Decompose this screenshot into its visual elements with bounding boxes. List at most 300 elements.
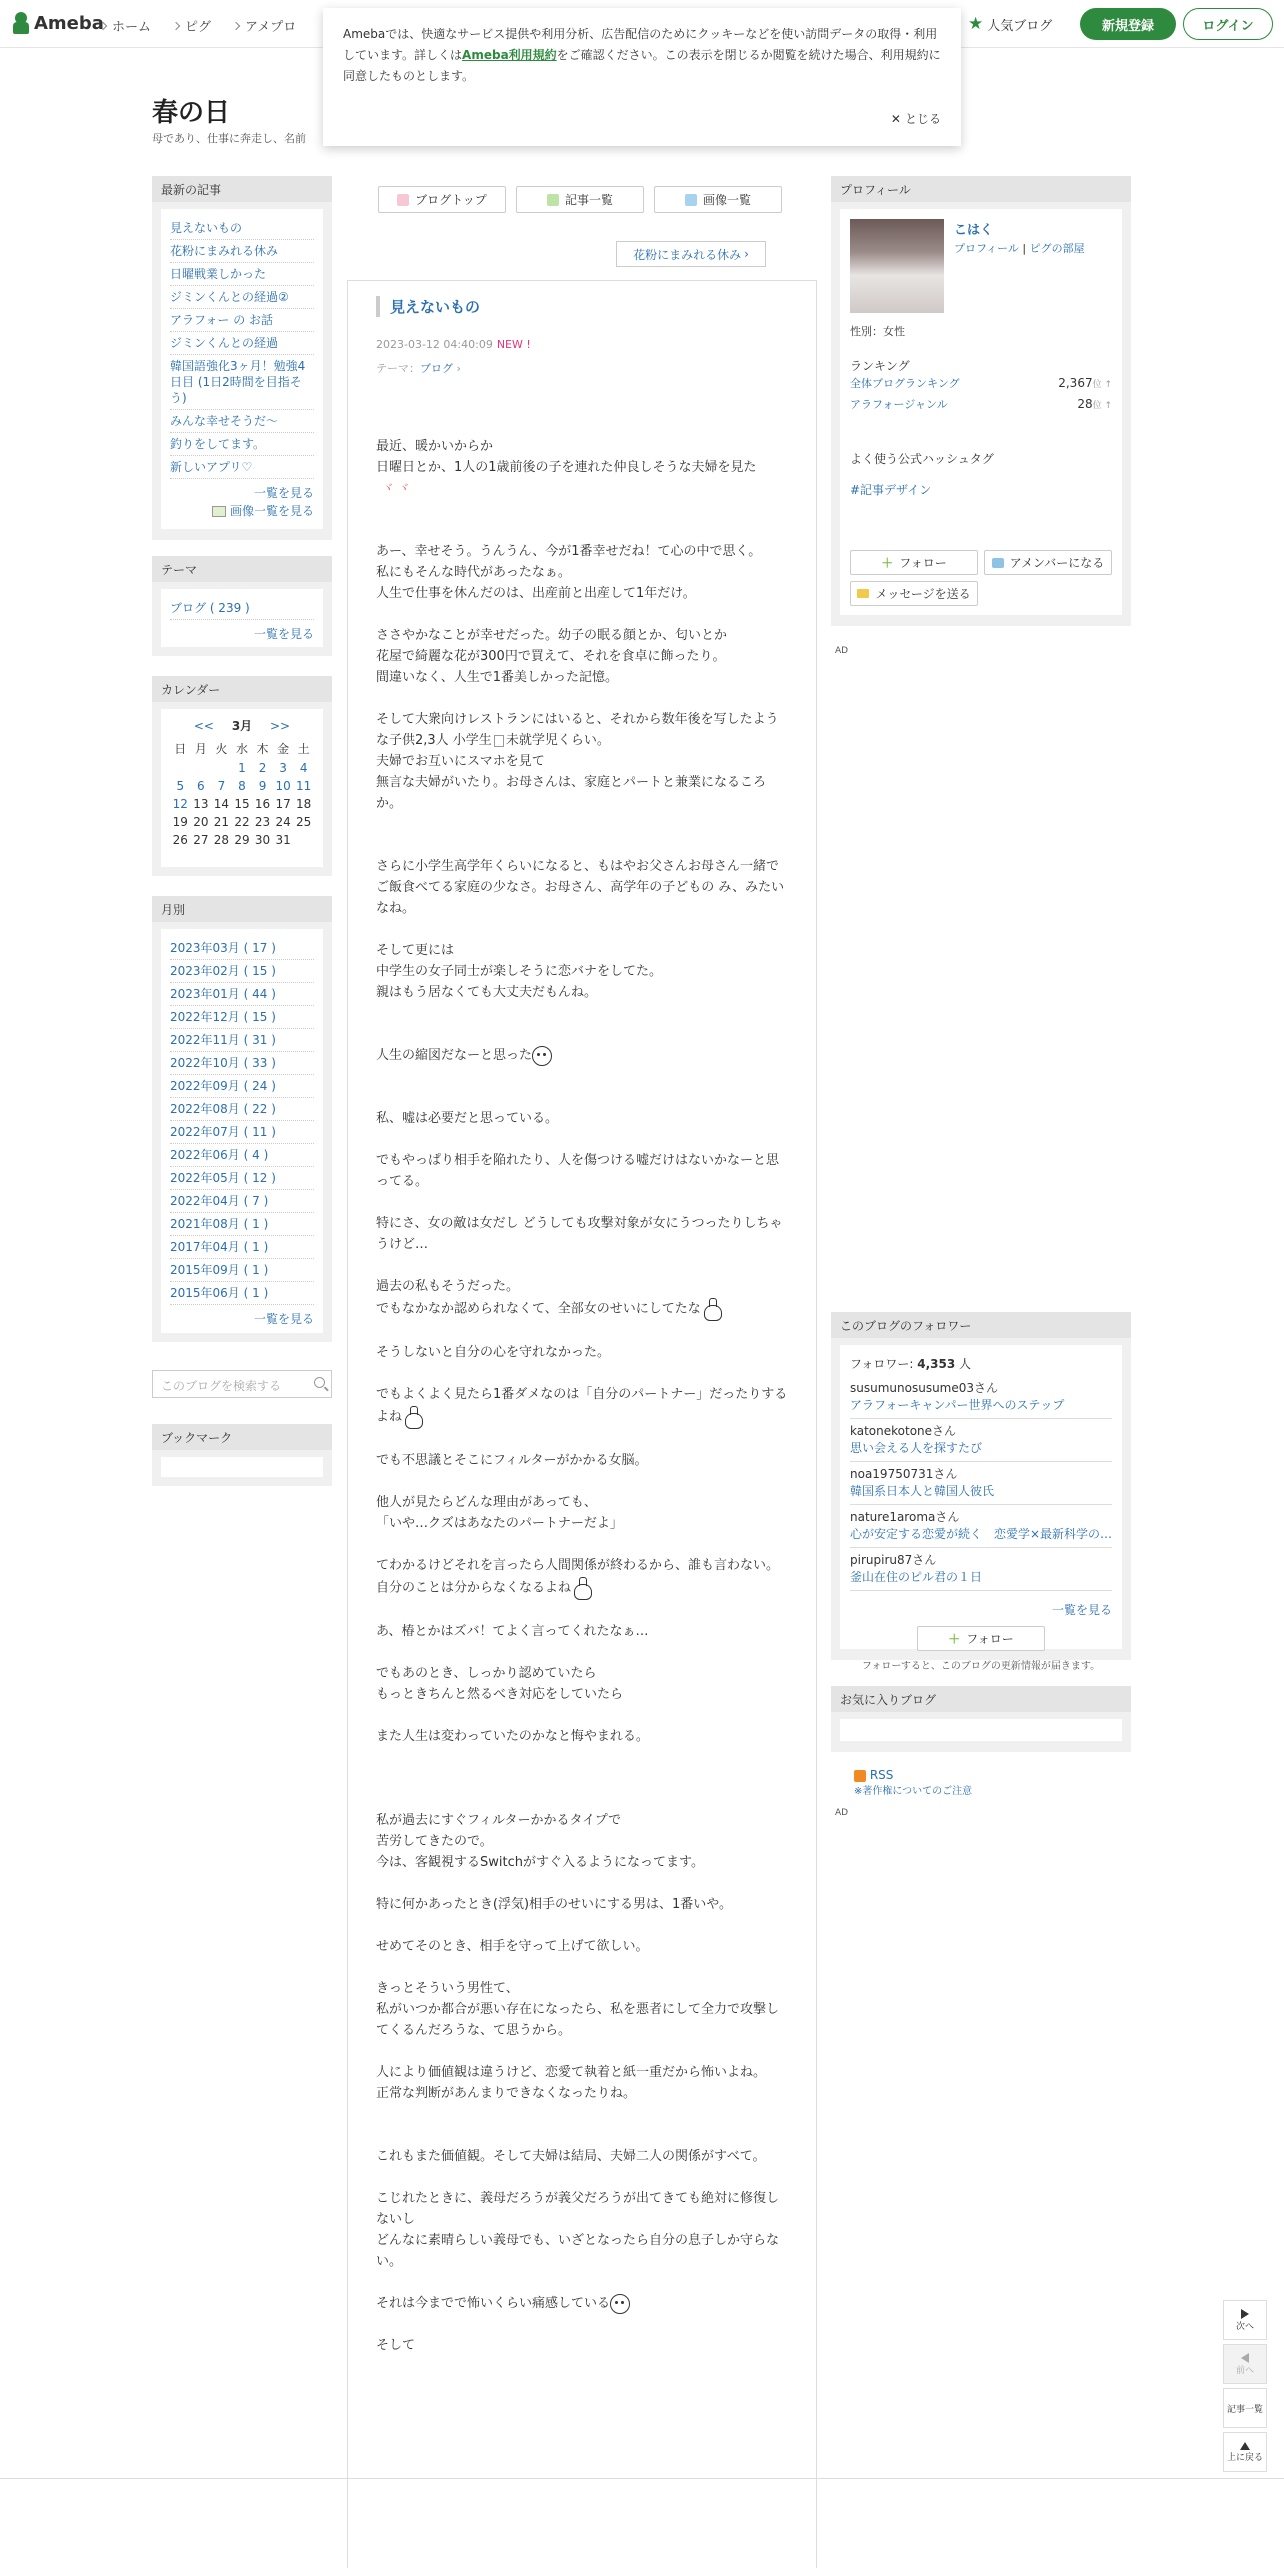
favorites-box <box>831 1686 1131 1752</box>
article-line: 日曜日とか、1人の1歳前後の子を連れた仲良しそうな夫婦を見た <box>376 460 757 475</box>
follower-blog-link[interactable]: 心が安定する恋愛が続く 恋愛学×最新科学の… <box>850 1527 1112 1541</box>
calendar-day: 21 <box>213 815 230 829</box>
article-line: 今は、客観視するSwitchがすぐ入るようになってます。 <box>376 1855 704 1870</box>
article-line: あー、幸せそう。うんうん、今が1番幸せだね！て心の中で思く。 <box>376 544 762 559</box>
article-paragraph <box>376 1342 788 1363</box>
emoji-face-icon <box>532 1046 552 1066</box>
avatar[interactable] <box>850 219 944 313</box>
plus-icon: ＋ <box>881 556 894 570</box>
calendar-box <box>152 676 332 876</box>
article-line: 人生の縮図だなーと思った <box>376 1048 533 1063</box>
rank-unit: 位 ↑ <box>1092 401 1112 411</box>
article-line: 人により価値観は違うけど、恋愛て執着と紙一重だから怖いよね。 <box>376 2065 767 2080</box>
calendar-day: 26 <box>172 833 188 847</box>
archive-month-link[interactable]: 2022年06月 ( 4 ) <box>170 1144 314 1167</box>
article-line: こじれたときに、義母だろうが義父だろうが出てきても絶対に修復しないし <box>376 2191 780 2227</box>
rank-value: 2,367 <box>1058 376 1093 390</box>
theme-link[interactable]: ブログ <box>420 362 453 375</box>
archive-month-link[interactable]: 2015年06月 ( 1 ) <box>170 1282 314 1305</box>
emoji-face-icon <box>610 2294 630 2314</box>
calendar-day: 17 <box>275 797 291 811</box>
calendar-day: 14 <box>213 797 230 811</box>
archive-box <box>152 896 332 1342</box>
calendar-day: 29 <box>234 833 250 847</box>
article-paragraph <box>376 2335 788 2356</box>
follower-blog-link[interactable]: 釜山在住のピル君の１日 <box>850 1570 983 1584</box>
article-paragraph <box>376 625 788 688</box>
box-heading: ブックマーク <box>152 1424 332 1450</box>
follow-label: フォロー <box>899 556 947 570</box>
article-line: 夫婦でお互いにスマホを見て <box>376 754 545 769</box>
gender: 性別：女性 <box>850 325 905 338</box>
message-label: メッセージを送る <box>875 587 971 601</box>
hashtag-link[interactable]: #記事デザイン <box>850 483 932 497</box>
article-line: 私にもそんな時代があったなぁ。 <box>376 565 571 580</box>
article-line: ささやかなことが幸せだった。幼子の眠る顔とか、匂いとか <box>376 628 728 643</box>
calendar-day <box>170 759 191 777</box>
follow-label: フォロー <box>966 1632 1014 1646</box>
prev-post-link[interactable] <box>616 241 766 267</box>
follower-count-value: 4,353 <box>917 1357 956 1371</box>
follower-item <box>850 1505 1112 1548</box>
chevron-right-icon <box>99 21 107 29</box>
article-line: 過去の私もそうだった。 <box>376 1279 520 1294</box>
cookie-text-tail: をご確認ください。この表示を閉じるか閲覧を続けた場合、利用規約に同意したものとします。 <box>343 48 941 83</box>
article-date: 2023-03-12 04:40:09 <box>376 338 493 351</box>
amember-label: アメンバーになる <box>1009 556 1105 570</box>
calendar-day[interactable]: 4 <box>299 761 308 775</box>
cookie-close-button[interactable] <box>891 109 941 130</box>
calendar-day[interactable]: 12 <box>172 797 188 811</box>
follow-button[interactable] <box>850 550 978 575</box>
ameba-logo[interactable] <box>12 12 104 34</box>
article-paragraph <box>376 1384 788 1429</box>
emoji-hand-icon <box>701 1297 723 1321</box>
signup-button[interactable]: 新規登録 <box>1080 8 1176 40</box>
article-line: せめてそのとき、相手を守って上げて欲しい。 <box>376 1939 649 1954</box>
article-line: 自分のことは分からなくなるよね <box>376 1580 572 1596</box>
recent-post-link[interactable]: アラフォー の お話 <box>170 309 314 332</box>
rank-genre-link[interactable]: アラフォージャンル <box>850 398 948 411</box>
calendar-day[interactable]: 10 <box>275 779 291 793</box>
box-heading: お気に入りブログ <box>831 1686 1131 1712</box>
follower-item <box>850 1548 1112 1591</box>
article-paragraph <box>376 1276 788 1321</box>
archive-month-link[interactable]: 2022年12月 ( 15 ) <box>170 1006 314 1029</box>
follower-count <box>850 1355 1112 1372</box>
article-paragraph <box>376 1621 788 1642</box>
page-bottom-divider <box>0 2478 1284 2479</box>
archive-month-link[interactable]: 2022年09月 ( 24 ) <box>170 1075 314 1098</box>
weekday-header: 日 <box>174 742 187 756</box>
tab-image-list[interactable] <box>654 186 782 213</box>
prev-icon <box>1241 2353 1249 2363</box>
article-line: 「いや…クズはあなたのパートナーだよ」 <box>376 1516 623 1531</box>
article-paragraph <box>376 856 788 919</box>
article-line: 間違いなく、人生で1番美しかった記憶。 <box>376 670 619 685</box>
article-paragraph <box>376 2293 788 2314</box>
article-paragraph <box>376 1726 788 1747</box>
chevron-right-icon <box>172 21 180 29</box>
archive-list <box>161 929 323 1333</box>
archive-month-link[interactable]: 2023年02月 ( 15 ) <box>170 960 314 983</box>
prev-button[interactable] <box>1223 2344 1267 2384</box>
archive-month-link[interactable]: 2022年05月 ( 12 ) <box>170 1167 314 1190</box>
article-line: 苦労してきたので。 <box>376 1834 493 1849</box>
weekday-header: 火 <box>215 742 228 756</box>
recent-post-link[interactable]: 韓国語強化3ヶ月！勉強4日目 (1日2時間を目指そう) <box>170 355 314 410</box>
rank-value: 28 <box>1077 397 1093 411</box>
nav-label: ホーム <box>112 20 152 35</box>
popular-blogs-link[interactable] <box>968 15 1052 34</box>
article-line: そして更には <box>376 943 455 958</box>
article-line: きっとそういう男性て、 <box>376 1981 519 1996</box>
calendar-day: 13 <box>193 797 209 811</box>
article-line: 特に何かあったとき(浮気)相手のせいにする男は、1番いや。 <box>376 1897 733 1912</box>
follower-user: katonekotoneさん <box>850 1424 957 1438</box>
article-line: そして <box>376 2338 416 2353</box>
calendar-day: 18 <box>296 797 312 811</box>
calendar-day[interactable]: 5 <box>176 779 185 793</box>
calendar-day[interactable]: 7 <box>217 779 226 793</box>
recent-posts-box <box>152 176 332 540</box>
emoji-hand-icon <box>402 1405 424 1429</box>
weekday-header: 月 <box>194 742 207 756</box>
article-line: 私がいつか都合が悪い存在になったら、私を悪者にして全力で攻撃してくるんだろうな、て思うから。 <box>376 2002 780 2038</box>
calendar-day: 19 <box>172 815 188 829</box>
article-paragraph <box>376 436 788 499</box>
amember-icon <box>992 558 1004 568</box>
follower-blog-link[interactable]: 韓国系日本人と韓国人彼氏 <box>850 1484 995 1498</box>
prev-post-label: 花粉にまみれる休み <box>633 247 742 262</box>
article-line: もっときちんと然るべき対応をしていたら <box>376 1687 624 1702</box>
calendar <box>161 709 323 867</box>
theme-box <box>152 556 332 656</box>
archive-month-link[interactable]: 2022年10月 ( 33 ) <box>170 1052 314 1075</box>
recent-posts-list <box>161 209 323 529</box>
recent-post-link[interactable]: 釣りをしてます。 <box>170 433 314 456</box>
calendar-day <box>293 831 314 849</box>
article-line: でもよくよく見たら1番ダメなのは「自分のパートナー」だったりするよね <box>376 1387 788 1425</box>
calendar-day[interactable]: 6 <box>197 779 205 793</box>
next-label: 次へ <box>1235 2321 1254 2332</box>
article-line: それは今までで怖いくらい痛感している <box>376 2296 611 2311</box>
recent-post-link[interactable]: ジミンくんとの経過 <box>170 332 314 355</box>
calendar-day <box>211 759 232 777</box>
calendar-day: 30 <box>254 833 271 847</box>
calendar-next[interactable]: >> <box>270 719 291 733</box>
archive-month-link[interactable]: 2022年07月 ( 11 ) <box>170 1121 314 1144</box>
follower-user: noa19750731さん <box>850 1467 958 1481</box>
close-icon: ✕ <box>890 112 901 126</box>
images-list-link[interactable]: 画像一覧を見る <box>229 504 314 518</box>
article-line: 中学生の女子同士が楽しそうに恋バナをしてた。 <box>376 964 663 979</box>
article-line: 私が過去にすぐフィルターかかるタイプで <box>376 1813 622 1828</box>
prev-label: 前へ <box>1235 2365 1254 2376</box>
emoji-hand-icon <box>571 1576 593 1600</box>
box-heading: 月別 <box>152 896 332 922</box>
rss-block <box>854 1768 972 1797</box>
follower-count-unit: 人 <box>955 1357 972 1371</box>
article-line: さらに小学生高学年くらいになると、もはやお父さんお母さん一緒でご飯食べてる家庭の少なさ。お母さん、高学年の子どもの み、みたいなね。 <box>376 859 785 916</box>
follower-item <box>850 1376 1112 1419</box>
blog-title[interactable]: 春の日 <box>152 98 231 128</box>
article-line: これもまた価値観。そして夫婦は結局、夫婦二人の関係がすべて。 <box>376 2149 766 2164</box>
weekday-header: 土 <box>297 742 310 756</box>
tab-article-list[interactable] <box>516 186 644 213</box>
article-line: そして大衆向けレストランにはいると、それから数年後を写したような子供2,3人 小学生 <box>376 712 779 748</box>
box-heading: このブログのフォロワー <box>831 1312 1131 1338</box>
login-button[interactable]: ログイン <box>1183 8 1273 40</box>
archive-month-link[interactable]: 2022年04月 ( 7 ) <box>170 1190 314 1213</box>
rank-unit: 位 ↑ <box>1092 380 1112 390</box>
article-list-label: 記事一覧 <box>1226 2404 1263 2415</box>
article-paragraph <box>376 1555 788 1600</box>
search-placeholder: このブログを検索する <box>161 1379 282 1393</box>
rank-overall-link[interactable]: 全体ブログランキング <box>850 377 960 390</box>
pigg-room-link[interactable]: ピグの部屋 <box>1029 242 1085 255</box>
up-icon <box>1240 2442 1250 2450</box>
article-paragraph <box>376 1213 788 1255</box>
article-line: でもやっぱり相手を陥れたり、人を傷つける嘘だけはないかなーと思ってる。 <box>376 1153 780 1189</box>
global-nav <box>100 16 296 35</box>
popular-label: 人気ブログ <box>987 19 1053 34</box>
article-line: 親はもう居なくても大丈夫だもんね。 <box>376 985 598 1000</box>
chevron-right-icon: › <box>744 247 749 261</box>
message-button[interactable] <box>850 581 978 606</box>
logo-text: Ameba <box>34 12 104 34</box>
article-list-button[interactable] <box>1223 2388 1267 2428</box>
calendar-day[interactable]: 1 <box>238 761 246 775</box>
article-paragraph <box>376 940 788 1003</box>
hashtag-label: よく使う公式ハッシュタグ <box>850 452 994 466</box>
theme-more-link[interactable]: 一覧を見る <box>253 627 314 641</box>
rss-icon <box>854 1770 866 1782</box>
ranking-label: ランキング <box>850 359 910 373</box>
tab-blog-top[interactable] <box>378 186 506 213</box>
close-label: とじる <box>904 112 941 126</box>
image-alt-text: 未就学児くらい。 <box>505 733 610 748</box>
article-line: でも不思議とそこにフィルターがかかる女脳。 <box>376 1453 648 1468</box>
article-line: でもなかなか認められなくて、全部女のせいにしてたな <box>376 1301 701 1317</box>
calendar-day: 24 <box>275 815 291 829</box>
calendar-day: 25 <box>296 815 312 829</box>
tab-label: 画像一覧 <box>702 193 751 207</box>
recent-post-link[interactable]: ジミンくんとの経過② <box>170 286 314 309</box>
nav-home[interactable] <box>100 16 151 35</box>
calendar-day: 31 <box>275 833 291 847</box>
bookmark-box <box>152 1424 332 1486</box>
recent-post-link[interactable]: 新しいアプリ♡ <box>170 456 314 479</box>
ad-label: AD <box>835 646 849 656</box>
tab-label: 記事一覧 <box>564 193 613 207</box>
amember-button[interactable] <box>984 550 1112 575</box>
follower-count-label: フォロワー: <box>850 1357 918 1371</box>
follow-button-bottom[interactable] <box>917 1626 1045 1651</box>
calendar-day: 15 <box>234 797 250 811</box>
follower-user: pirupiru87さん <box>850 1553 937 1567</box>
back-to-top-button[interactable] <box>1223 2432 1267 2472</box>
follower-user: nature1aromaさん <box>850 1510 960 1524</box>
article-paragraph <box>376 1045 788 1066</box>
article-title[interactable]: 見えないもの <box>376 296 480 317</box>
star-icon: ★ <box>968 14 984 34</box>
archive-more-link[interactable]: 一覧を見る <box>253 1312 314 1326</box>
recent-post-link[interactable]: 日曜戦業しかった <box>170 263 314 286</box>
calendar-day[interactable]: 3 <box>279 761 287 775</box>
floating-pager <box>1223 2300 1267 2476</box>
article-paragraph <box>376 2062 788 2104</box>
article-line: 他人が見たらどんな理由があっても、 <box>376 1495 597 1510</box>
nav-label: アメプロ <box>245 20 297 35</box>
article-line: 最近、暖かいからか <box>376 439 494 454</box>
image-icon <box>212 506 226 517</box>
box-heading: テーマ <box>152 556 332 582</box>
plus-icon: ＋ <box>948 1632 961 1646</box>
calendar-day: 23 <box>254 815 271 829</box>
weekday-header: 金 <box>277 742 290 756</box>
follower-item <box>850 1419 1112 1462</box>
followers-more-link[interactable]: 一覧を見る <box>1051 1603 1112 1617</box>
article-paragraph <box>376 1894 788 1915</box>
archive-month-link[interactable]: 2015年09月 ( 1 ) <box>170 1259 314 1282</box>
theme-list <box>161 589 323 647</box>
calendar-day[interactable]: 8 <box>238 779 246 793</box>
article-paragraph <box>376 2188 788 2272</box>
calendar-day: 20 <box>193 815 209 829</box>
calendar-day: 28 <box>213 833 230 847</box>
recent-post-link[interactable]: 見えないもの <box>170 217 314 240</box>
profile-box <box>831 176 1131 626</box>
follower-list <box>850 1376 1112 1591</box>
article-line: どんなに素晴らしい義母でも、いざとなったら自分の息子しか守らない。 <box>376 2233 780 2269</box>
archive-month-link[interactable]: 2017年04月 ( 1 ) <box>170 1236 314 1259</box>
calendar-day[interactable]: 9 <box>258 779 267 793</box>
nav-amepro[interactable] <box>233 16 296 35</box>
calendar-day: 22 <box>234 815 250 829</box>
article-line: 正常な判断があんまりできなくなったりね。 <box>376 2086 637 2101</box>
article-line: あ、椿とかはズバ！てよく言ってくれたなぁ… <box>376 1624 649 1639</box>
weekday-header: 水 <box>235 742 248 756</box>
article-line: また人生は変わっていたのかなと悔やまれる。 <box>376 1729 649 1744</box>
profile-content: こはく プロフィール | ピグの部屋 性別：女性 ランキング 全体ブログランキング 2,367位 ↑ アラフォージャンル 28位 ↑ よく使う公式ハッシュタグ #記事デザイン ＋ フォロー アメンバーになる メッセージを送る <box>840 209 1122 615</box>
article-paragraph <box>376 1450 788 1471</box>
next-icon <box>1241 2309 1249 2319</box>
calendar-grid <box>170 738 314 849</box>
cookie-text: Amebaでは、快適なサービス提供や利用分析、広告配信のためにクッキーなどを使い訪問データの取得・利用しています。詳しくは <box>343 27 938 62</box>
article-paragraph <box>376 1492 788 1534</box>
broken-image-icon <box>494 735 504 747</box>
archive-month-link[interactable]: 2023年01月 ( 44 ) <box>170 983 314 1006</box>
back-to-top-label: 上に戻る <box>1226 2452 1263 2463</box>
calendar-day[interactable]: 2 <box>258 761 267 775</box>
archive-month-link[interactable]: 2022年08月 ( 22 ) <box>170 1098 314 1121</box>
favorites-content <box>840 1719 1122 1741</box>
article-line: 人生で仕事を休んだのは、出産前と出産して1年だけ。 <box>376 586 696 601</box>
follower-blog-link[interactable]: 思い会える人を探すたび <box>850 1441 983 1455</box>
box-heading: 最新の記事 <box>152 176 332 202</box>
followers-content <box>840 1345 1122 1672</box>
blog-tabs <box>378 186 782 213</box>
article-line: 私、嘘は必要だと思っている。 <box>376 1111 559 1126</box>
article-line: 無言な夫婦がいたり。お母さんは、家庭とパートと兼業になるころか。 <box>376 775 767 811</box>
calendar-day[interactable]: 11 <box>296 779 312 793</box>
list-icon <box>547 194 559 206</box>
theme-label: テーマ： <box>376 362 420 375</box>
article-paragraph <box>376 1936 788 1957</box>
bookmark-content <box>161 1457 323 1477</box>
calendar-month: 3月 <box>231 719 253 733</box>
follower-user: susumunosusume03さん <box>850 1381 999 1395</box>
recent-post-link[interactable]: みんな幸せそうだ〜 <box>170 410 314 433</box>
image-icon <box>685 194 697 206</box>
calendar-day: 27 <box>193 833 209 847</box>
theme-link[interactable]: ブログ ( 239 ) <box>170 597 314 620</box>
calendar-day <box>191 759 212 777</box>
article-line: 特にさ、女の敵は女だし どうしても攻撃対象が女にうつったりしちゃうけど… <box>376 1216 783 1252</box>
article-paragraph <box>376 709 788 814</box>
terms-link[interactable]: Ameba利用規約 <box>462 48 557 62</box>
ameba-logo-icon <box>12 12 30 34</box>
followers-box <box>831 1312 1131 1672</box>
ad-label: AD <box>835 1808 849 1818</box>
article-line: てわかるけどそれを言ったら人間関係が終わるから、誰も言わない。 <box>376 1558 780 1573</box>
cookie-notice <box>323 8 961 146</box>
chevron-right-icon <box>232 21 240 29</box>
article-paragraph <box>376 541 788 604</box>
rss-link[interactable]: RSS <box>869 1768 894 1782</box>
article-paragraph <box>376 1663 788 1705</box>
tab-label: ブログトップ <box>415 193 487 207</box>
article-line: 花屋で綺麗な花が300円で買えて、それを食卓に飾ったり。 <box>376 649 726 664</box>
article-meta <box>376 338 531 351</box>
article-paragraph <box>376 1978 788 2041</box>
article-paragraph <box>376 1810 788 1873</box>
archive-month-link[interactable]: 2022年11月 ( 31 ) <box>170 1029 314 1052</box>
blog-search-input[interactable] <box>152 1370 332 1398</box>
profile-link[interactable]: プロフィール <box>954 242 1019 255</box>
recent-post-link[interactable]: 花粉にまみれる休み <box>170 240 314 263</box>
article-paragraph <box>376 1150 788 1192</box>
article-paragraph <box>376 1108 788 1129</box>
article-line: でもあのとき、しっかり認めていたら <box>376 1666 597 1681</box>
nav-label: ピグ <box>185 20 212 35</box>
article-body <box>376 436 788 2377</box>
follower-blog-link[interactable]: アラフォーキャンパー世界へのステップ <box>850 1398 1065 1412</box>
box-heading: カレンダー <box>152 676 332 702</box>
recent-more-link[interactable]: 一覧を見る <box>253 486 314 500</box>
article-paragraph <box>376 2146 788 2167</box>
next-button[interactable] <box>1223 2300 1267 2340</box>
mail-icon <box>857 589 869 598</box>
archive-month-link[interactable]: 2021年08月 ( 1 ) <box>170 1213 314 1236</box>
article-line: そうしないと自分の心を守れなかった。 <box>376 1345 611 1360</box>
archive-month-link[interactable]: 2023年03月 ( 17 ) <box>170 937 314 960</box>
chevron-right-icon: › <box>453 362 461 375</box>
nav-pigg[interactable] <box>173 16 211 35</box>
emoji-sparkle-icon: ヾ ヾ <box>382 481 410 495</box>
profile-name[interactable]: こはく <box>954 223 994 238</box>
article-theme <box>376 360 461 376</box>
search-icon[interactable] <box>314 1377 325 1388</box>
new-badge: NEW ! <box>496 338 531 351</box>
copyright-note-link[interactable]: ※著作権についてのご注意 <box>854 1786 973 1797</box>
calendar-prev[interactable]: << <box>193 719 214 733</box>
follow-note: フォローすると、このブログの更新情報が届きます。 <box>861 1661 1101 1672</box>
box-heading: プロフィール <box>831 176 1131 202</box>
blog-description: 母であり、仕事に奔走し、名前 <box>152 132 306 145</box>
weekday-header: 木 <box>256 742 269 756</box>
